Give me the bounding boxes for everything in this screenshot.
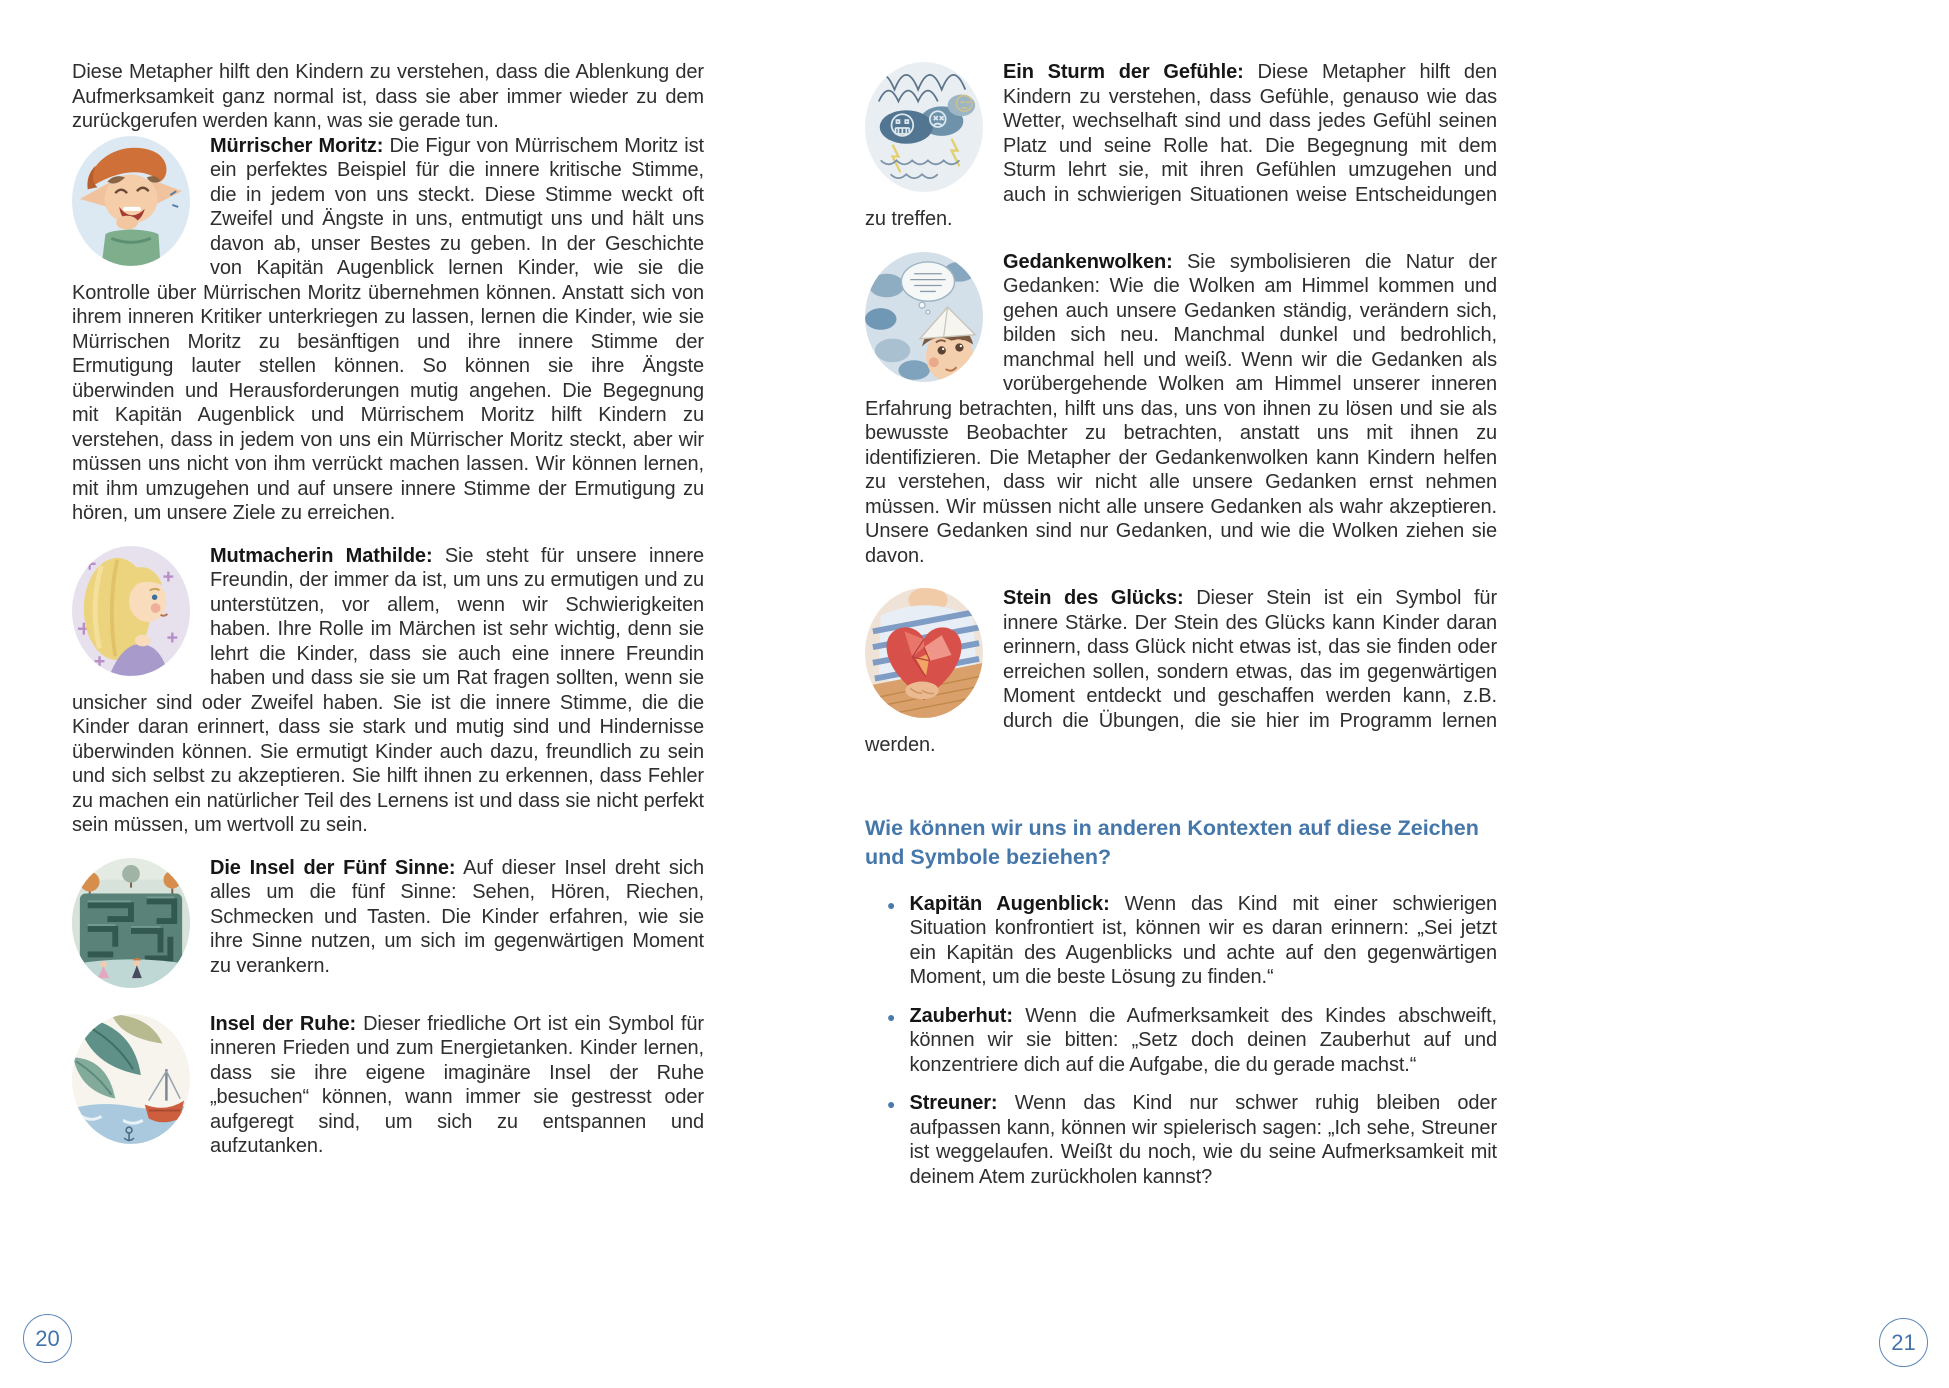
bullet-text: Wenn die Aufmerksamkeit des Kindes abschweift, können wir sie bitten: „Setz doch deinen Zauberhut auf und konzentriere dich auf die Aufgabe, die du gerade machst.“ [909,1004,1497,1076]
section-mutmacherin-mathilde [72,544,704,838]
page-number-right: 21 [1879,1318,1928,1367]
section-text: Diese Metapher hilft den Kindern zu verstehen, dass Gefühle, genauso wie das Wetter, wechselhaft sind und dass jedes Gefühl seinen Platz und seine Rolle hat. Die Begegnung mit dem Sturm lehrt sie, mit ihren Gefühlen umzugehen und auch in schwierigen Situationen weise Entscheidungen zu treffen. [865,61,1498,230]
question-heading: Wie können wir uns in anderen Kontexten auf diese Zeichen und Symbole beziehen? [865,815,1479,869]
bullet-streuner [887,1091,1497,1189]
bullet-title: Zauberhut: [909,1004,1013,1027]
section-text: Sie symbolisieren die Natur der Gedanken: Wie die Wolken am Himmel kommen und gehen auch unsere Gedanken ständig, verändern sich, bilden sich neu. Manchmal dunkel und bedrohlich, manchmal hell und weiß. Wenn wir die Gedanken als vorübergehende Wolken am Himmel unserer inneren Erfahrung betrachten, hilft uns das, uns von ihnen zu lösen und sie als bewusste Beobachter zu betrachten, anstatt uns mit ihnen zu identifizieren. Die Metapher der Gedankenwolken kann Kindern helfen zu verstehen, dass wir nicht alle unsere Gedanken ernst nehmen müssen. Wir müssen nicht alle unsere Gedanken als wahr akzeptieren. Unsere Gedanken sind nur Gedanken, und wie die Wolken ziehen sie davon. [865,250,1497,567]
section-muerrischer-moritz [72,134,704,526]
section-text: Sie steht für unsere innere Freundin, der immer da ist, um uns zu ermutigen und zu unterstützen, vor allem, wenn wir Schwierigkeiten haben. Ihre Rolle im Märchen ist sehr wichtig, denn sie lehrt die Kinder, dass sie auch eine innere Freundin haben und dass sie sie um Rat fragen sollten, wenn sie unsicher sind oder Zweifel haben. Sie ist die innere Stimme, die die Kinder daran erinnert, dass sie stark und mutig sind und Hindernisse überwinden können. Sie ermutigt Kinder auch dazu, freundlich zu sein und sich selbst zu akzeptieren. Sie hilft ihnen zu erkennen, dass Fehler zu machen ein natürlicher Teil des Lernens ist und dass sie nicht perfekt sein müssen, um wertvoll zu sein. [72,544,704,836]
calm-island-illustration [72,1014,190,1144]
section-gedankenwolken [865,250,1497,569]
section-text: Dieser Stein ist ein Symbol für innere Stärke. Der Stein des Glücks kann Kinder daran erinnern, dass Glück nicht etwas ist, das sie finden oder erreichen sollen, sondern etwas, das im gegenwärtigen Moment entdeckt und geschaffen werden kann, z.B. durch die Übungen, die sie hier im Programm lernen werden. [865,587,1498,756]
section-title: Gedankenwolken: [1003,250,1173,273]
page-number-left: 20 [23,1314,72,1363]
section-sturm-der-gefuehle [865,60,1497,232]
bullet-dot-icon: ● [887,1008,896,1025]
grumpy-elf-illustration [72,136,190,266]
section-title: Mürrischer Moritz: [210,134,384,157]
bullet-dot-icon: ● [887,1096,896,1112]
section-title: Die Insel der Fünf Sinne: [210,856,456,879]
section-insel-der-ruhe [72,1012,704,1159]
section-title: Insel der Ruhe: [210,1012,357,1035]
bullet-title: Kapitän Augenblick: [909,892,1110,915]
bullet-zauberhut [887,1004,1497,1078]
blonde-girl-illustration [72,546,190,676]
section-text: Dieser friedliche Ort ist ein Symbol für inneren Frieden und zum Energietanken. Kinder lernen, dass sie ihre eigene imaginäre Insel der Ruhe „besuchen“ können, wann immer sie gestresst oder aufgeregt sind, um sich zu entspannen und aufzutanken. [210,1012,704,1157]
section-title: Stein des Glücks: [1003,587,1184,609]
page-20 [72,60,704,1177]
bullet-text: Wenn das Kind nur schwer ruhig bleiben oder aufpassen kann, können wir spielerisch sagen: „Ich sehe, Streuner ist weggelaufen. Weißt du noch, wie du seine Aufmerksamkeit mit deinem Atem zurückholen kannst? [909,1092,1497,1188]
heart-stone-illustration [865,588,983,718]
page-21 [865,60,1497,1203]
bullet-kapitaen-augenblick [887,892,1497,990]
bullet-dot-icon: ● [887,896,896,913]
section-text: Auf dieser Insel dreht sich alles um die fünf Sinne: Sehen, Hören, Riechen, Schmecken und Tasten. Die Kinder erfahren, wie sie ihre Sinne nutzen, um sich im gegenwärtigen Moment zu verankern. [210,856,704,977]
section-text: Die Figur von Mürrischem Moritz ist ein perfektes Beispiel für die innere kritische Stimme, die in jedem von uns steckt. Diese Stimme weckt oft Zweifel und Ängste in uns, entmutigt uns und hält uns davon ab, unser Bestes zu geben. In der Geschichte von Kapitän Augenblick lernen Kinder, wie sie die Kontrolle über Mürrischen Moritz übernehmen können. Anstatt sich von ihrem inneren Kritiker unterkriegen zu lassen, lernen die Kinder, wie sie Mürrischen Moritz zu besänftigen und ihre innere Stimme der Ermutigung lauter stellen können. So können sie ihre Ängste überwinden und Herausforderungen mutig angehen. Die Begegnung mit Kapitän Augenblick und Mürrischem Moritz hilft Kindern zu verstehen, dass in jedem von uns ein Mürrischer Moritz steckt, aber wir müssen uns nicht von ihm verrückt machen lassen. Wir können lernen, mit ihm umzugehen und auf unsere innere Stimme der Ermutigung zu hören, um unsere Ziele zu erreichen. [72,134,704,524]
maze-island-illustration [72,858,190,988]
section-stein-des-gluecks [865,586,1497,758]
section-title: Ein Sturm der Gefühle: [1003,61,1244,83]
storm-clouds-illustration [865,62,983,192]
intro-paragraph: Diese Metapher hilft den Kindern zu verstehen, dass die Ablenkung der Aufmerksamkeit ganz normal ist, dass sie aber immer wieder zu dem zurückgerufen werden kann, was sie gerade tun. [72,61,704,132]
section-insel-der-fuenf-sinne [72,856,704,994]
bullet-text: Wenn das Kind mit einer schwierigen Situation konfrontiert ist, können wir es daran erinnern: „Sei jetzt ein Kapitän des Augenblicks und achte auf den gegenwärtigen Moment, um die beste Lösung zu finden.“ [909,892,1497,988]
section-title: Mutmacherin Mathilde: [210,544,433,567]
bullet-title: Streuner: [909,1092,998,1114]
thought-clouds-boy-illustration [865,252,983,382]
